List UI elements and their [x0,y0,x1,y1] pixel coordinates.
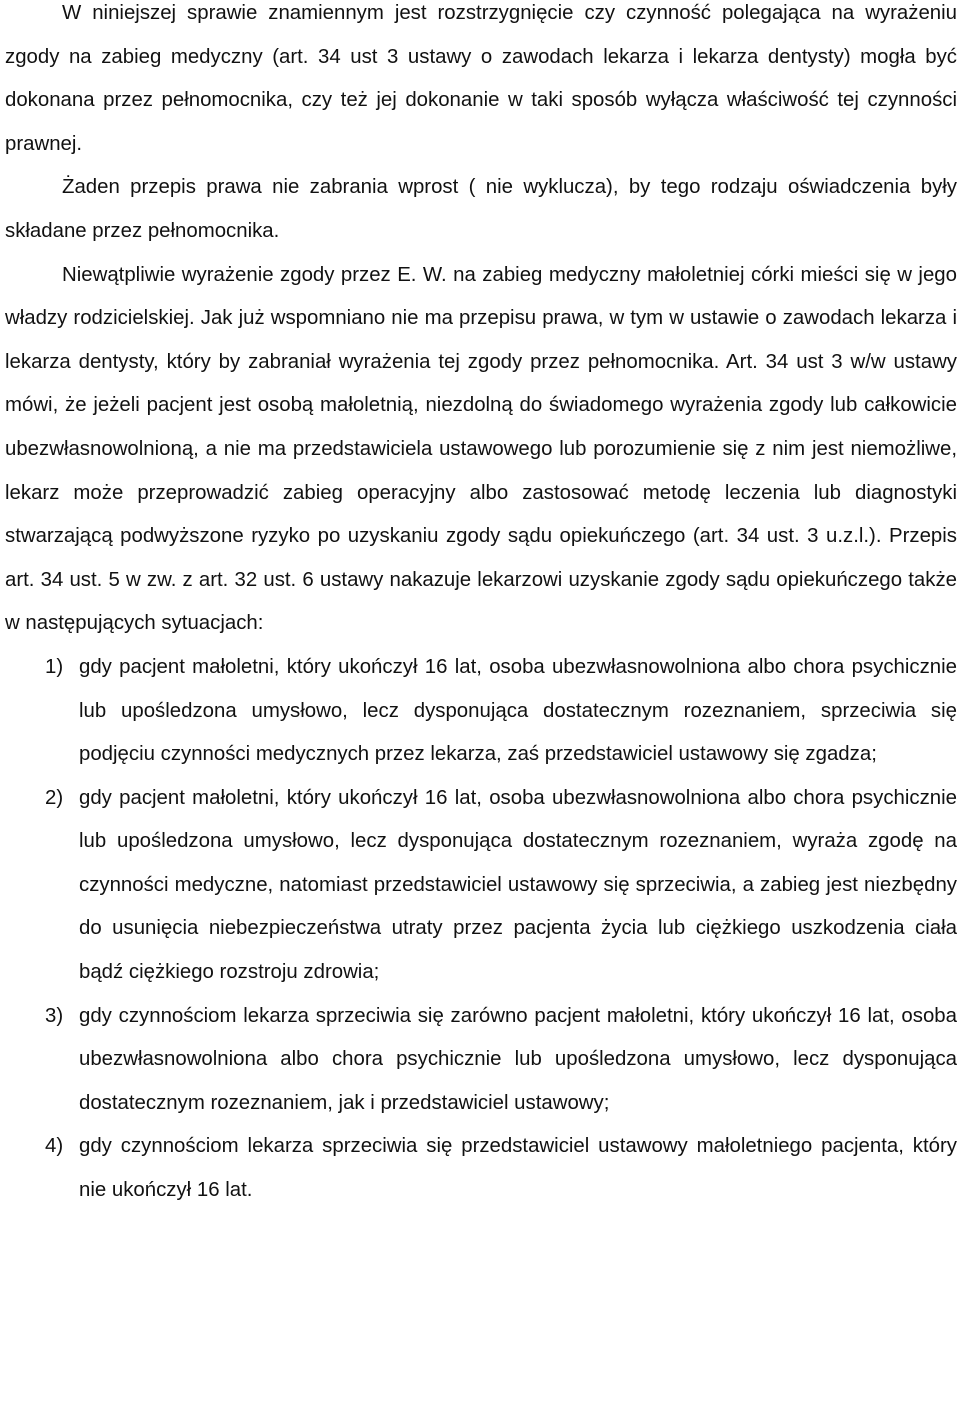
list-item [5,995,957,1126]
paragraph-intro: W niniejszej sprawie znamiennym jest rozstrzygnięcie czy czynność polegająca na wyrażeniu zgody na zabieg medyczny (art. 34 ust 3 ustawy o zawodach lekarza i lekarza dentysty) mogła być dokonana przez pełnomocnika, czy też jej dokonanie w taki sposób wyłącza właściwość tej czynności prawnej. [5,2,957,155]
paragraph-parental-authority: Niewątpliwie wyrażenie zgody przez E. W. na zabieg medyczny małoletniej córki mieści się w jego władzy rodzicielskiej. Jak już wspomniano nie ma przepisu prawa, w tym w ustawie o zawodach lekarza i lekarza dentysty, który by zabraniał wyrażenia tej zgody przez pełnomocnika. Art. 34 ust 3 w/w ustawy mówi, że jeżeli pacjent jest osobą małoletnią, niezdolną do świadomego wyrażenia zgody lub całkowicie ubezwłasnowolnioną, a nie ma przedstawiciela ustawowego lub porozumienie się z nim jest niemożliwe, lekarz może przeprowadzić zabieg operacyjny albo zastosować metodę leczenia lub diagnostyki stwarzającą podwyższone ryzyko po uzyskaniu zgody sądu opiekuńczego (art. 34 ust. 3 u.z.l.). Przepis art. 34 ust. 5 w zw. z art. 32 ust. 6 ustawy nakazuje lekarzowi uzyskanie zgody sądu opiekuńczego także w następujących sytuacjach: [5,263,957,635]
list-item [5,777,957,995]
list-item-text: gdy czynnościom lekarza sprzeciwia się przedstawiciel ustawowy małoletniego pacjenta, który nie ukończył 16 lat. [79,1135,957,1202]
list-item [5,1125,957,1212]
list-item-text: gdy pacjent małoletni, który ukończył 16 lat, osoba ubezwłasnowolniona albo chora psychicznie lub upośledzona umysłowo, lecz dysponująca dostatecznym rozeznaniem, wyraża zgodę na czynności medyczne, natomiast przedstawiciel ustawowy się sprzeciwia, a zabieg jest niezbędny do usunięcia niebezpieczeństwa utraty przez pacjenta życia lub ciężkiego uszkodzenia ciała bądź ciężkiego rozstroju zdrowia; [79,786,957,984]
document-page [5,0,957,1213]
list-item-number: 1) [45,655,64,678]
situations-list [5,646,957,1213]
list-item-number: 4) [45,1135,64,1158]
paragraph-no-prohibition: Żaden przepis prawa nie zabrania wprost ( nie wyklucza), by tego rodzaju oświadczenia były składane przez pełnomocnika. [5,176,957,242]
list-item [5,646,957,777]
list-item-text: gdy czynnościom lekarza sprzeciwia się zarówno pacjent małoletni, który ukończył 16 lat, osoba ubezwłasnowolniona albo chora psychicznie lub upośledzona umysłowo, lecz dysponująca dostatecznym rozeznaniem, jak i przedstawiciel ustawowy; [79,1004,957,1114]
list-item-number: 3) [45,1004,64,1027]
list-item-text: gdy pacjent małoletni, który ukończył 16 lat, osoba ubezwłasnowolniona albo chora psychicznie lub upośledzona umysłowo, lecz dysponująca dostatecznym rozeznaniem, sprzeciwia się podjęciu czynności medycznych przez lekarza, zaś przedstawiciel ustawowy się zgadza; [79,655,957,766]
list-item-number: 2) [45,786,64,809]
